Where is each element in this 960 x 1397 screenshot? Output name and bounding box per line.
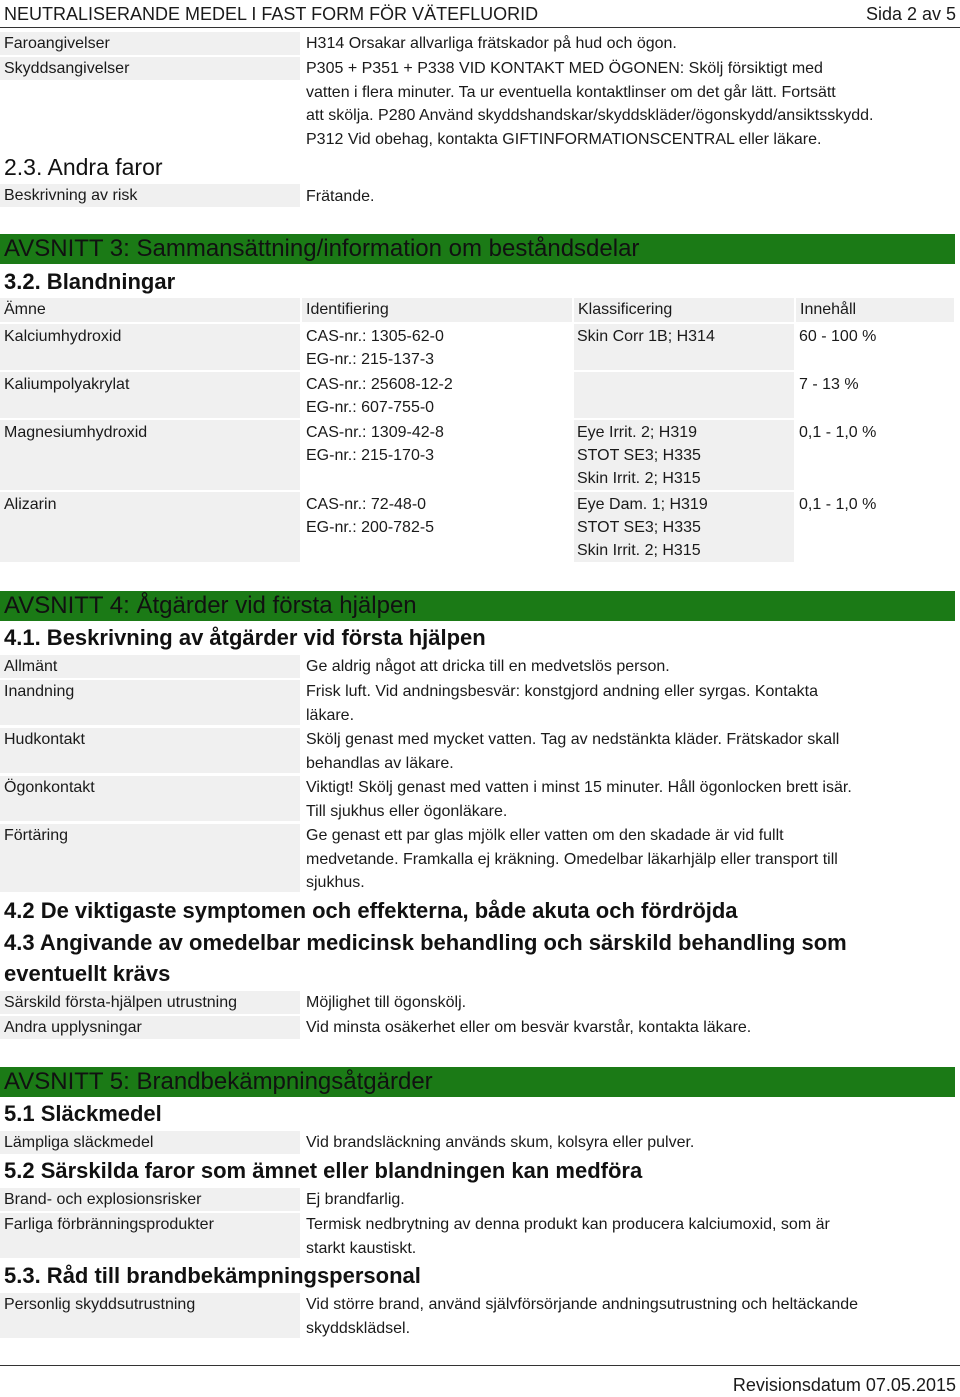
- text-line: Viktigt! Skölj genast med vatten i minst 15 minuter. Håll ögonlocken brett isär.: [306, 779, 852, 796]
- cas-number: CAS-nr.: 25608-12-2: [306, 376, 453, 393]
- classification: Skin Irrit. 2; H315: [577, 542, 701, 559]
- skin-contact-label: Hudkontakt: [0, 728, 300, 773]
- heading-5-2: 5.2 Särskilda faror som ämnet eller blandningen kan medföra: [4, 1158, 643, 1183]
- cas-number: CAS-nr.: 1309-42-8: [306, 424, 444, 441]
- header-rule: [0, 27, 960, 28]
- heading-4-3-line-1: 4.3 Angivande av omedelbar medicinsk behandling och särskild behandling som: [4, 930, 847, 955]
- skin-contact-value: [306, 728, 946, 775]
- substance-name: Kaliumpolyakrylat: [4, 376, 130, 393]
- text-line: Ge aldrig något att dricka till en medvetslös person.: [306, 658, 670, 675]
- substance-name: Magnesiumhydroxid: [4, 424, 148, 441]
- section-5-title: AVSNITT 5: Brandbekämpningsåtgärder: [4, 1068, 433, 1095]
- fire-explosion-value: [306, 1188, 946, 1212]
- ingestion-value: [306, 824, 946, 895]
- classification: Eye Dam. 1; H319: [577, 496, 708, 513]
- heading-5-3: 5.3. Råd till brandbekämpningspersonal: [4, 1263, 421, 1288]
- text-line: Vid minsta osäkerhet eller om besvär kvarstår, kontakta läkare.: [306, 1019, 752, 1036]
- heading-4-1: 4.1. Beskrivning av åtgärder vid första hjälpen: [4, 625, 486, 650]
- eye-contact-value: [306, 776, 946, 823]
- document-title: NEUTRALISERANDE MEDEL I FAST FORM FÖR VÄTEFLUORID: [4, 4, 539, 24]
- text-line: läkare.: [306, 706, 355, 724]
- text-line: medvetande. Framkalla ej kräkning. Omedelbar läkarhjälp eller transport till: [306, 850, 838, 868]
- other-information-value: [306, 1016, 946, 1040]
- first-aid-equipment-value: [306, 991, 946, 1015]
- protective-equipment-label: Personlig skyddsutrustning: [0, 1293, 300, 1338]
- text-line: Termisk nedbrytning av denna produkt kan producera kalciumoxid, som är: [306, 1216, 830, 1233]
- column-header-classification: Klassificering: [574, 298, 794, 322]
- classification: Skin Corr 1B; H314: [577, 328, 715, 345]
- text-line: Vid brandsläckning används skum, kolsyra eller pulver.: [306, 1134, 695, 1151]
- text-line: Vid större brand, använd självförsörjande andningsutrustning och heltäckande: [306, 1296, 859, 1313]
- heading-5-1: 5.1 Släckmedel: [4, 1101, 162, 1126]
- content-range: 7 - 13 %: [799, 376, 859, 393]
- text-line: H314 Orsakar allvarliga frätskador på hud och ögon.: [306, 35, 677, 52]
- hazard-statements-label: Faroangivelser: [0, 32, 300, 55]
- revision-date: Revisionsdatum 07.05.2015: [732, 1375, 956, 1395]
- precautionary-statements-value: [306, 57, 946, 151]
- cas-number: CAS-nr.: 1305-62-0: [306, 328, 444, 345]
- text-line: sjukhus.: [306, 874, 365, 891]
- content-range: 0,1 - 1,0 %: [799, 424, 877, 441]
- text-line: Ge genast ett par glas mjölk eller vatten om den skadade är vid fullt: [306, 827, 784, 844]
- classification: Eye Irrit. 2; H319: [577, 424, 698, 441]
- section-3-title: AVSNITT 3: Sammansättning/information om beståndsdelar: [4, 235, 640, 262]
- risk-description-value: Frätande.: [306, 188, 375, 205]
- text-line: starkt kaustiskt.: [306, 1239, 417, 1257]
- inhalation-label: Inandning: [0, 680, 300, 725]
- text-line: Ej brandfarlig.: [306, 1191, 405, 1208]
- table-row-bg: [574, 372, 794, 418]
- general-label: Allmänt: [0, 655, 300, 678]
- heading-4-2: 4.2 De viktigaste symptomen och effekterna, både akuta och fördröjda: [4, 898, 738, 923]
- precautionary-statements-label: Skyddsangivelser: [0, 57, 300, 80]
- section-4-title: AVSNITT 4: Åtgärder vid första hjälpen: [4, 592, 417, 619]
- ec-number: EG-nr.: 607-755-0: [306, 399, 435, 416]
- combustion-products-value: [306, 1213, 946, 1260]
- classification: STOT SE3; H335: [577, 447, 701, 464]
- extinguishing-media-value: [306, 1131, 946, 1155]
- content-range: 60 - 100 %: [799, 328, 877, 345]
- cas-number: CAS-nr.: 72-48-0: [306, 496, 427, 513]
- inhalation-value: [306, 680, 946, 727]
- protective-equipment-value: [306, 1293, 946, 1340]
- text-line: Möjlighet till ögonskölj.: [306, 994, 467, 1011]
- ec-number: EG-nr.: 200-782-5: [306, 519, 435, 536]
- risk-description-label: Beskrivning av risk: [0, 184, 300, 207]
- first-aid-equipment-label: Särskild första-hjälpen utrustning: [0, 991, 300, 1014]
- eye-contact-label: Ögonkontakt: [0, 776, 300, 821]
- text-line: att skölja. P280 Använd skyddshandskar/skyddskläder/ögonskydd/ansiktsskydd.: [306, 107, 874, 124]
- substance-name: Alizarin: [4, 496, 57, 513]
- combustion-products-label: Farliga förbränningsprodukter: [0, 1213, 300, 1258]
- general-value: [306, 655, 946, 679]
- text-line: Skölj genast med mycket vatten. Tag av nedstänkta kläder. Frätskador skall: [306, 731, 840, 748]
- heading-3-2: 3.2. Blandningar: [4, 269, 176, 294]
- ingestion-label: Förtäring: [0, 824, 300, 892]
- ec-number: EG-nr.: 215-137-3: [306, 351, 435, 368]
- column-header-content: Innehåll: [796, 298, 954, 322]
- text-line: Frisk luft. Vid andningsbesvär: konstgjord andning eller syrgas. Kontakta: [306, 683, 818, 700]
- text-line: skyddsklädsel.: [306, 1319, 411, 1337]
- other-information-label: Andra upplysningar: [0, 1016, 300, 1039]
- column-header-identification: Identifiering: [302, 298, 572, 322]
- text-line: Till sjukhus eller ögonläkare.: [306, 802, 508, 820]
- extinguishing-media-label: Lämpliga släckmedel: [0, 1131, 300, 1154]
- text-line: P312 Vid obehag, kontakta GIFTINFORMATIONSCENTRAL eller läkare.: [306, 130, 822, 148]
- text-line: P305 + P351 + P338 VID KONTAKT MED ÖGONEN: Skölj försiktigt med: [306, 60, 823, 77]
- hazard-statements-value: [306, 32, 946, 56]
- page-number: Sida 2 av 5: [865, 4, 956, 24]
- text-line: vatten i flera minuter. Ta ur eventuella kontaktlinser om det går lätt. Fortsätt: [306, 83, 836, 101]
- content-range: 0,1 - 1,0 %: [799, 496, 877, 513]
- text-line: behandlas av läkare.: [306, 754, 454, 772]
- heading-2-3: 2.3. Andra faror: [4, 154, 163, 180]
- fire-explosion-label: Brand- och explosionsrisker: [0, 1188, 300, 1211]
- substance-name: Kalciumhydroxid: [4, 328, 122, 345]
- footer-rule: [0, 1365, 960, 1366]
- classification: STOT SE3; H335: [577, 519, 701, 536]
- heading-4-3-line-2: eventuellt krävs: [4, 961, 171, 986]
- column-header-substance: Ämne: [0, 298, 300, 322]
- ec-number: EG-nr.: 215-170-3: [306, 447, 435, 464]
- classification: Skin Irrit. 2; H315: [577, 470, 701, 487]
